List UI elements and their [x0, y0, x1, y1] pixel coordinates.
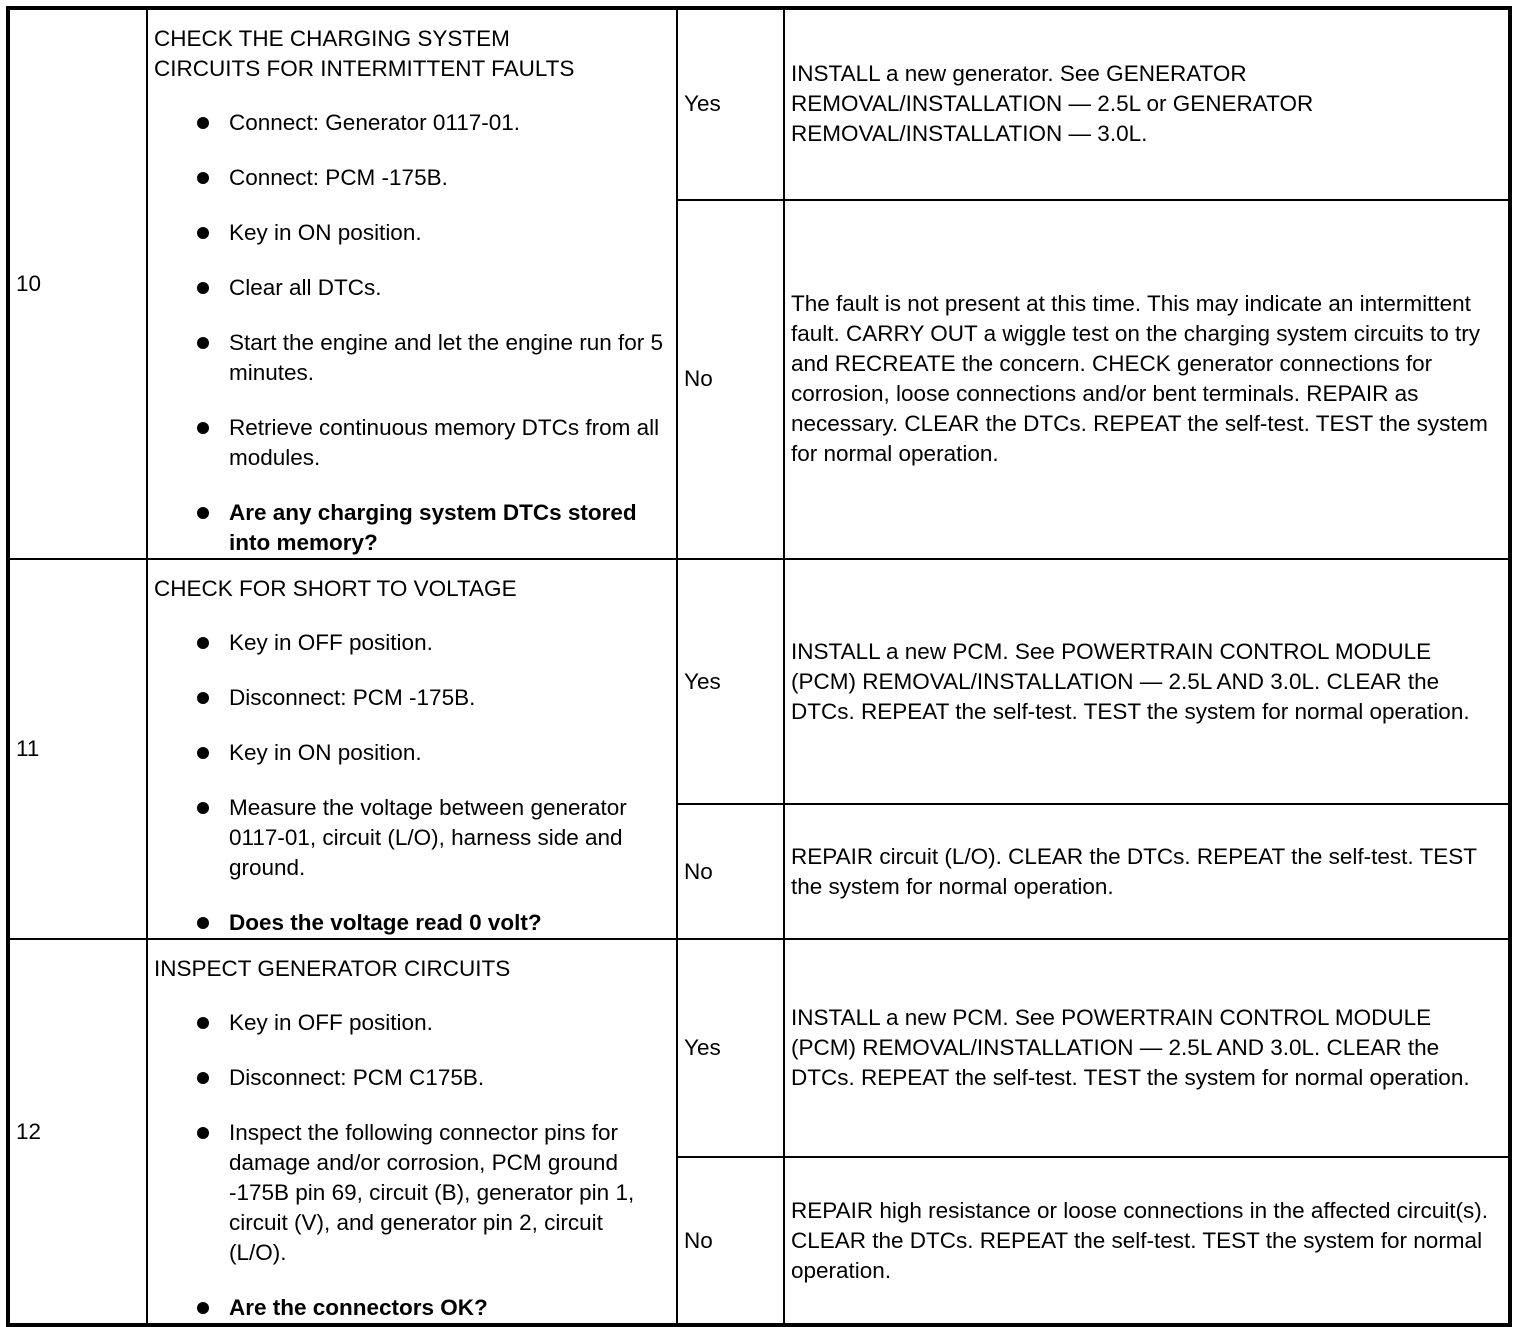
step-12-yes-row: [8, 939, 1510, 1157]
bullet-icon: [197, 1127, 209, 1139]
answer-no-label: No: [677, 1157, 784, 1325]
test-question: Are any charging system DTCs stored into memory?: [154, 498, 664, 558]
test-steps-list: [154, 1008, 664, 1323]
step-number: 12: [8, 939, 147, 1325]
list-item: Key in OFF position.: [154, 1008, 664, 1038]
no-action: REPAIR circuit (L/O). CLEAR the DTCs. REPEAT the self-test. TEST the system for normal operation.: [784, 804, 1510, 939]
step-11-yes-row: [8, 559, 1510, 804]
bullet-icon: [197, 117, 209, 129]
bullet-icon: [197, 692, 209, 704]
list-item: Clear all DTCs.: [154, 273, 664, 303]
yes-action: INSTALL a new generator. See GENERATOR REMOVAL/INSTALLATION — 2.5L or GENERATOR REMOVAL/INSTALLATION — 3.0L.: [784, 8, 1510, 200]
test-question: Are the connectors OK?: [154, 1293, 664, 1323]
answer-yes-label: Yes: [677, 939, 784, 1157]
list-item: Inspect the following connector pins for damage and/or corrosion, PCM ground -175B pin 69, circuit (B), generator pin 1, circuit (V), and generator pin 2, circuit (L/O).: [154, 1118, 664, 1268]
bullet-icon: [197, 1072, 209, 1084]
test-title: CHECK THE CHARGING SYSTEM CIRCUITS FOR INTERMITTENT FAULTS: [154, 26, 575, 81]
diagnostic-table: [6, 6, 1512, 1327]
test-steps-list: [154, 628, 664, 938]
bullet-icon: [197, 422, 209, 434]
bullet-icon: [197, 227, 209, 239]
test-description: [147, 559, 677, 939]
list-item: Retrieve continuous memory DTCs from all modules.: [154, 413, 664, 473]
list-item: Connect: PCM -175B.: [154, 163, 664, 193]
bullet-icon: [197, 282, 209, 294]
list-item: Key in ON position.: [154, 218, 664, 248]
bullet-icon: [197, 917, 209, 929]
list-item: Key in ON position.: [154, 738, 664, 768]
test-question: Does the voltage read 0 volt?: [154, 908, 664, 938]
answer-no-label: No: [677, 200, 784, 559]
list-item: Connect: Generator 0117-01.: [154, 108, 664, 138]
test-description: [147, 939, 677, 1325]
step-number: 10: [8, 8, 147, 559]
test-title: CHECK FOR SHORT TO VOLTAGE: [154, 576, 517, 601]
bullet-icon: [197, 507, 209, 519]
bullet-icon: [197, 1017, 209, 1029]
no-action: REPAIR high resistance or loose connections in the affected circuit(s). CLEAR the DTCs. REPEAT the self-test. TEST the system for normal operation.: [784, 1157, 1510, 1325]
bullet-icon: [197, 1302, 209, 1314]
list-item: Key in OFF position.: [154, 628, 664, 658]
answer-yes-label: Yes: [677, 559, 784, 804]
bullet-icon: [197, 747, 209, 759]
test-title: INSPECT GENERATOR CIRCUITS: [154, 956, 511, 981]
bullet-icon: [197, 172, 209, 184]
test-steps-list: [154, 108, 664, 558]
test-description: [147, 8, 677, 559]
bullet-icon: [197, 637, 209, 649]
step-10-yes-row: [8, 8, 1510, 200]
answer-no-label: No: [677, 804, 784, 939]
yes-action: INSTALL a new PCM. See POWERTRAIN CONTROL MODULE (PCM) REMOVAL/INSTALLATION — 2.5L AND 3.0L. CLEAR the DTCs. REPEAT the self-test. TEST the system for normal operation.: [784, 939, 1510, 1157]
bullet-icon: [197, 802, 209, 814]
list-item: Disconnect: PCM -175B.: [154, 683, 664, 713]
step-number: 11: [8, 559, 147, 939]
yes-action: INSTALL a new PCM. See POWERTRAIN CONTROL MODULE (PCM) REMOVAL/INSTALLATION — 2.5L AND 3.0L. CLEAR the DTCs. REPEAT the self-test. TEST the system for normal operation.: [784, 559, 1510, 804]
answer-yes-label: Yes: [677, 8, 784, 200]
list-item: Measure the voltage between generator 0117-01, circuit (L/O), harness side and ground.: [154, 793, 664, 883]
bullet-icon: [197, 337, 209, 349]
list-item: Start the engine and let the engine run for 5 minutes.: [154, 328, 664, 388]
no-action: The fault is not present at this time. This may indicate an intermittent fault. CARRY OUT a wiggle test on the charging system circuits to try and RECREATE the concern. CHECK generator connections for corrosion, loose connections and/or bent terminals. REPAIR as necessary. CLEAR the DTCs. REPEAT the self-test. TEST the system for normal operation.: [784, 200, 1510, 559]
list-item: Disconnect: PCM C175B.: [154, 1063, 664, 1093]
